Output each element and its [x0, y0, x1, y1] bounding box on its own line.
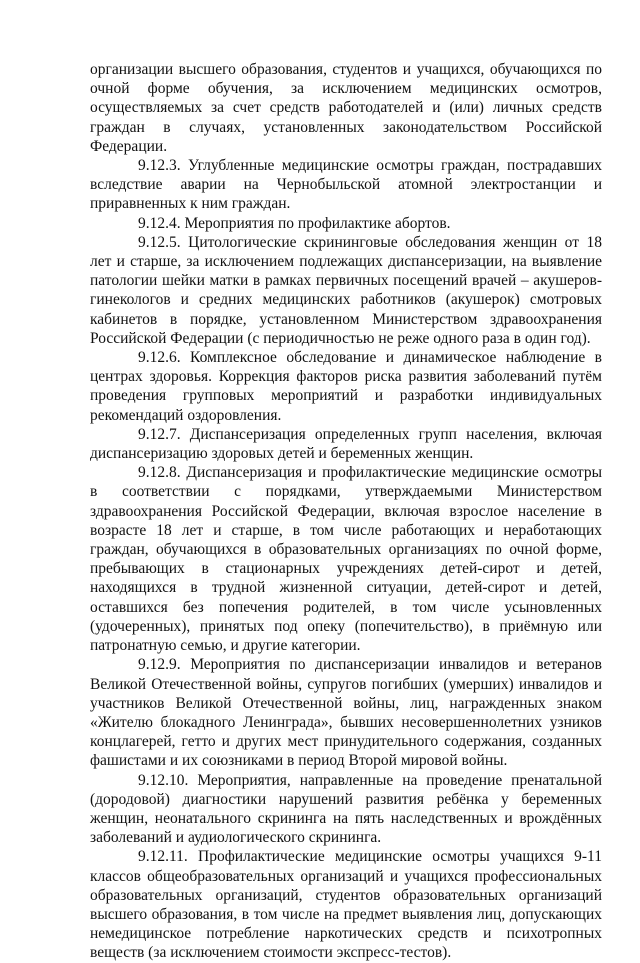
paragraph-9-12-10: 9.12.10. Мероприятия, направленные на проведение пренатальной (дородовой) диагностики нарушений развития ребёнка у беременных женщин, неонатального скрининга на пять наследственных и врождённых заболеваний и аудиологического скрининга.	[90, 771, 602, 847]
paragraph-9-12-4: 9.12.4. Мероприятия по профилактике абортов.	[138, 214, 451, 232]
paragraph-continuation: организации высшего образования, студентов и учащихся, обучающихся по очной форме обучения, за исключением медицинских осмотров, осуществляемых за счет средств работодателей и (или) личных средств граждан в случаях, установленных законодательством Российской Федерации.	[90, 61, 602, 155]
paragraph-9-12-3: 9.12.3. Углубленные медицинские осмотры граждан, пострадавших вследствие аварии на Чернобыльской атомной электростанции и приравненных к ним граждан.	[90, 157, 602, 213]
paragraph-9-12-9: 9.12.9. Мероприятия по диспансеризации инвалидов и ветеранов Великой Отечественной войны, супругов погибших (умерших) инвалидов и участников Великой Отечественной войны, лиц, награжденных знаком «Жителю блокадного Ленинграда», бывших несовершеннолетних узников концлагерей, гетто и других мест принудительного содержания, созданных фашистами и их союзниками в период Второй мировой войны.	[90, 656, 602, 770]
paragraph-9-12-7: 9.12.7. Диспансеризация определенных групп населения, включая диспансеризацию здоровых детей и беременных женщин.	[90, 425, 602, 463]
paragraph-9-12-8: 9.12.8. Диспансеризация и профилактические медицинские осмотры в соответствии с порядками, утверждаемыми Министерством здравоохранения Российской Федерации, включая взрослое население в возрасте 18 лет и старше, в том числе работающих и неработающих граждан, обучающихся в образовательных организациях по очной форме, пребывающих в стационарных учреждениях детей-сирот и детей, находящихся в трудной жизненной ситуации, детей-сирот и детей, оставшихся без попечения родителей, в том числе усыновленных (удочеренных), принятых под опеку (попечительство), в приёмную или патронатную семью, и другие категории.	[90, 464, 602, 655]
paragraph-9-12-6: 9.12.6. Комплексное обследование и динамическое наблюдение в центрах здоровья. Коррекция факторов риска развития заболеваний путём проведения групповых мероприятий и разработки индивидуальных рекомендаций оздоровления.	[90, 349, 602, 424]
paragraph-9-12-11: 9.12.11. Профилактические медицинские осмотры учащихся 9-11 классов общеобразовательных организаций и учащихся профессиональных образовательных организаций, студентов образовательных организаций высшего образования, в том числе на предмет выявления лиц, допускающих немедицинское потребление наркотических средств и психотропных веществ (за исключением стоимости экспресс-тестов).	[90, 848, 602, 962]
document-page	[90, 60, 602, 963]
paragraph-9-12-5: 9.12.5. Цитологические скрининговые обследования женщин от 18 лет и старше, за исключением подлежащих диспансеризации, на выявление патологии шейки матки в рамках первичных посещений врачей – акушеров-гинекологов и средних медицинских работников (акушерок) смотровых кабинетов в порядке, установленном Министерством здравоохранения Российской Федерации (с периодичностью не реже одного раза в один год).	[90, 233, 602, 347]
